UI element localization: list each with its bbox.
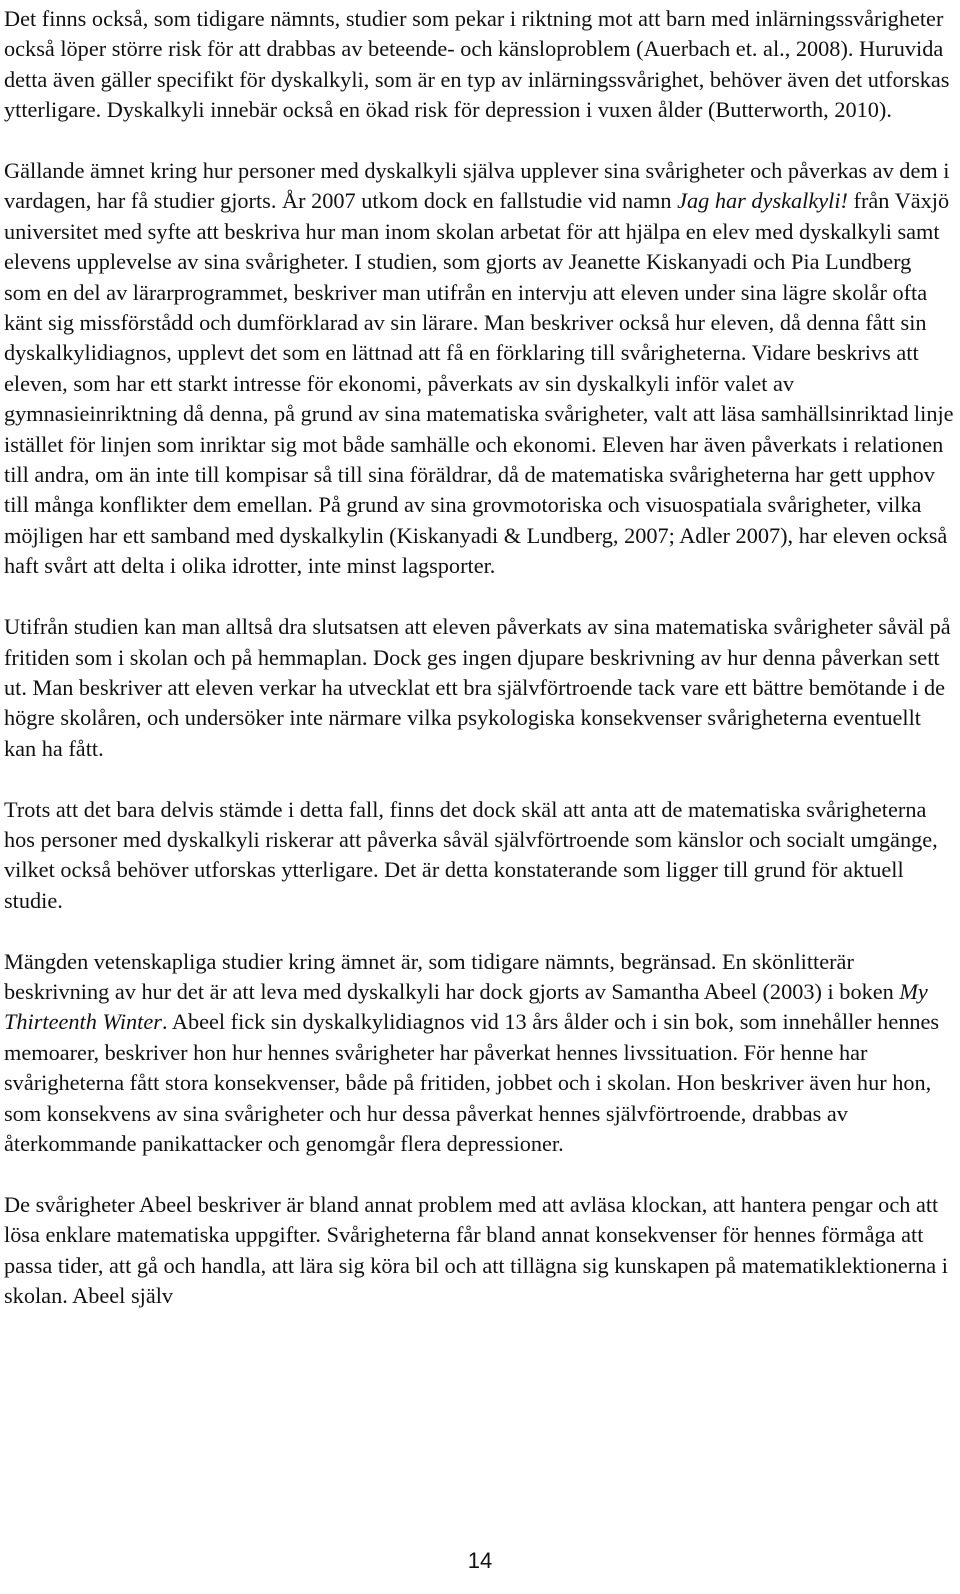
study-title-italic: Jag har dyskalkyli! xyxy=(677,188,848,214)
paragraph-2 xyxy=(4,156,954,582)
paragraph-1 xyxy=(4,4,954,126)
paragraph-6 xyxy=(4,1190,954,1312)
body-text xyxy=(4,4,954,1311)
paragraph-5 xyxy=(4,947,954,1160)
paragraph-text: . Abeel fick sin dyskalkylidiagnos vid 13 års ålder och i sin bok, som innehåller hennes memoarer, beskriver hon hur hennes svårigheter har påverkat hennes livssituation. För henne har svårigheterna fått stora konsekvenser, både på fritiden, jobbet och i skolan. Hon beskriver även hur hon, som konsekvens av sina svårigheter och hur dessa påverkat hennes självförtroende, drabbas av återkommande panikattacker och genomgår flera depressioner. xyxy=(4,1009,940,1156)
paragraph-text: från Växjö universitet med syfte att beskriva hur man inom skolan arbetat för att hjälpa en elev med dyskalkyli samt elevens upplevelse av sina svårigheter. I studien, som gjorts av Jeanette Kiskanyadi och Pia Lundberg som en del av lärarprogrammet, beskriver man utifrån en intervju att eleven under sina lägre skolår ofta känt sig missförstådd och dumförklarad av sin lärare. Man beskriver också hur eleven, då denna fått sin dyskalkylidiagnos, upplevt det som en lättnad att få en förklaring till svårigheterna. Vidare beskrivs att eleven, som har ett starkt intresse för ekonomi, påverkats av sin dyskalkyli inför valet av gymnasieinriktning då denna, på grund av sina matematiska svårigheter, valt att läsa samhällsinriktad linje istället för linjen som inriktar sig mot både samhälle och ekonomi. Eleven har även påverkats i relationen till andra, om än inte till kompisar så till sina föräldrar, då de matematiska svårigheterna har gett upphov till många konflikter dem emellan. På grund av sina grovmotoriska och visuospatiala svårigheter, vilka möjligen har ett samband med dyskalkylin (Kiskanyadi & Lundberg, 2007; Adler 2007), har eleven också haft svårt att delta i olika idrotter, inte minst lagsporter. xyxy=(4,188,954,579)
book-title-italic: My Thirteenth Winter xyxy=(4,978,928,1035)
page-number: 14 xyxy=(467,1548,493,1573)
paragraph-text: Gällande ämnet kring hur personer med dyskalkyli själva upplever sina svårigheter och påverkas av dem i vardagen, har få studier gjorts. År 2007 utkom dock en fallstudie vid namn xyxy=(4,158,950,214)
paragraph-text: Utifrån studien kan man alltså dra slutsatsen att eleven påverkats av sina matematiska svårigheter såväl på fritiden som i skolan och på hemmaplan. Dock ges ingen djupare beskrivning av hur denna påverkan sett ut. Man beskriver att eleven verkar ha utvecklat ett bra självförtroende tack vare ett bättre bemötande i de högre skolåren, och undersöker inte närmare vilka psykologiska konsekvenser svårigheterna eventuellt kan ha fått. xyxy=(4,614,951,761)
paragraph-text: Mängden vetenskapliga studier kring ämnet är, som tidigare nämnts, begränsad. En skönlitterär beskrivning av hur det är att leva med dyskalkyli har dock gjorts av Samantha Abeel (2003) i boken xyxy=(4,948,900,1004)
paragraph-text: De svårigheter Abeel beskriver är bland annat problem med att avläsa klockan, att hantera pengar och att lösa enklare matematiska uppgifter. Svårigheterna får bland annat konsekvenser för hennes förmåga att passa tider, att gå och handla, att lära sig köra bil och att tillägna sig kunskapen på matematiklektionerna i skolan. Abeel själv xyxy=(4,1191,948,1308)
paragraph-3 xyxy=(4,612,954,764)
paragraph-4 xyxy=(4,795,954,917)
paragraph-text: Det finns också, som tidigare nämnts, studier som pekar i riktning mot att barn med inlärningssvårigheter också löper större risk för att drabbas av beteende- och känsloproblem (Auerbach et. al., 2008). Huruvida detta även gäller specifikt för dyskalkyli, som är en typ av inlärningssvårighet, behöver även det utforskas ytterligare. Dyskalkyli innebär också en ökad risk för depression i vuxen ålder (Butterworth, 2010). xyxy=(4,6,950,123)
paragraph-text: Trots att det bara delvis stämde i detta fall, finns det dock skäl att anta att de matematiska svårigheterna hos personer med dyskalkyli riskerar att påverka såväl självförtroende som känslor och socialt umgänge, vilket också behöver utforskas ytterligare. Det är detta konstaterande som ligger till grund för aktuell studie. xyxy=(4,796,938,913)
